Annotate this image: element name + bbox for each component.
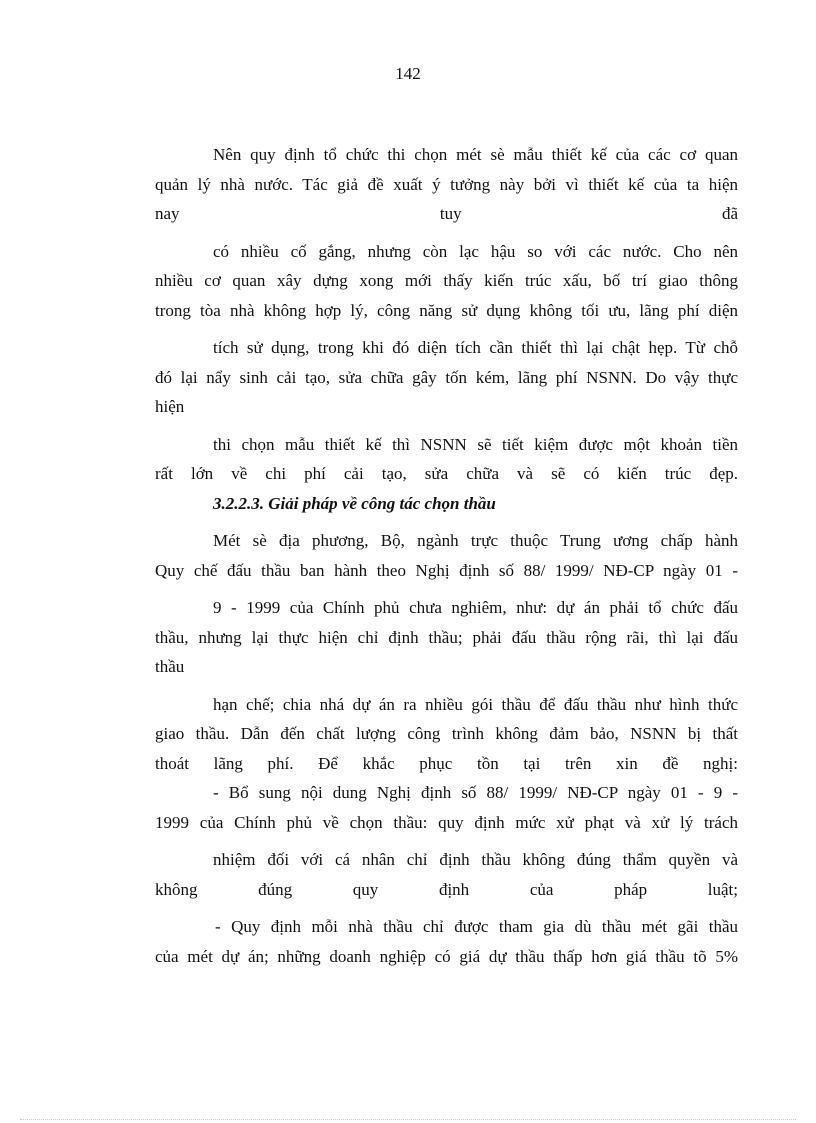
text-line: không đúng quy định của pháp luật; — [155, 879, 738, 899]
text-line: nhiều cơ quan xây dựng xong mới thấy kiến trúc xấu, bố trí giao thông — [155, 271, 738, 290]
text-line: nhiệm đối với cá nhân chỉ định thầu không đúng thẩm quyền và — [213, 850, 738, 869]
text-line: giao thầu. Dẫn đến chất lượng công trình không đảm bảo, NSNN bị thất — [155, 724, 738, 743]
text-line: rất lớn về chi phí cải tạo, sửa chữa và sẽ có kiến trúc đẹp. — [155, 464, 738, 483]
text-line: - Quy định mỗi nhà thầu chỉ được tham gia dù thầu mét gãi thầu — [215, 917, 738, 936]
text-line: quản lý nhà nước. Tác giả đề xuất ý tưởng này bởi vì thiết kế của ta hiện — [155, 174, 738, 194]
text-line: thi chọn mẫu thiết kế thì NSNN sẽ tiết kiệm được một khoản tiền — [213, 434, 738, 454]
text-line: - Bổ sung nội dung Nghị định số 88/ 1999/ NĐ-CP ngày 01 - 9 - — [213, 783, 738, 802]
text-line: nay tuy đã — [155, 204, 738, 223]
text-line: trong tòa nhà không hợp lý, công năng sử dụng không tối ưu, lãng phí diện — [155, 300, 738, 320]
text-line: Quy chế đấu thầu ban hành theo Nghị định số 88/ 1999/ NĐ-CP ngày 01 - — [155, 560, 738, 580]
text-line: có nhiều cố gắng, nhưng còn lạc hậu so với các nước. Cho nên — [213, 241, 738, 261]
text-line: đó lại nẩy sinh cải tạo, sửa chữa gây tốn kém, lãng phí NSNN. Do vậy thực — [155, 367, 738, 387]
text-line: Nên quy định tổ chức thi chọn mét sè mẫu thiết kế của các cơ quan — [213, 145, 738, 164]
text-line: Mét sè địa phương, Bộ, ngành trực thuộc Trung ương chấp hành — [213, 531, 738, 550]
text-line: thoát lãng phí. Để khắc phục tồn tại trên xin đề nghị: — [155, 753, 738, 773]
document-body — [155, 140, 738, 971]
text-line: thầu, nhưng lại thực hiện chỉ định thầu; phải đấu thầu rộng rãi, thì lại đấu — [155, 627, 738, 647]
text-line: hạn chế; chia nhá dự án ra nhiều gói thầu để đấu thầu như hình thức — [213, 694, 738, 714]
text-line: 1999 của Chính phủ về chọn thầu: quy định mức xử phạt và xử lý trách — [155, 812, 738, 832]
section-heading: 3.2.2.3. Giải pháp về công tác chọn thầu — [213, 493, 496, 513]
text-line: của mét dự án; những doanh nghiệp có giá dự thầu thấp hơn giá thầu tõ 5% — [155, 946, 738, 966]
page-bottom-divider — [20, 1119, 796, 1120]
page-number: 142 — [395, 64, 421, 83]
text-line: tích sử dụng, trong khi đó diện tích cần thiết thì lại chật hẹp. Từ chỗ — [213, 338, 738, 357]
text-line: 9 - 1999 của Chính phủ chưa nghiêm, như: dự án phải tổ chức đấu — [213, 598, 738, 617]
text-line: hiện — [155, 397, 185, 416]
text-line: thầu — [155, 657, 185, 676]
